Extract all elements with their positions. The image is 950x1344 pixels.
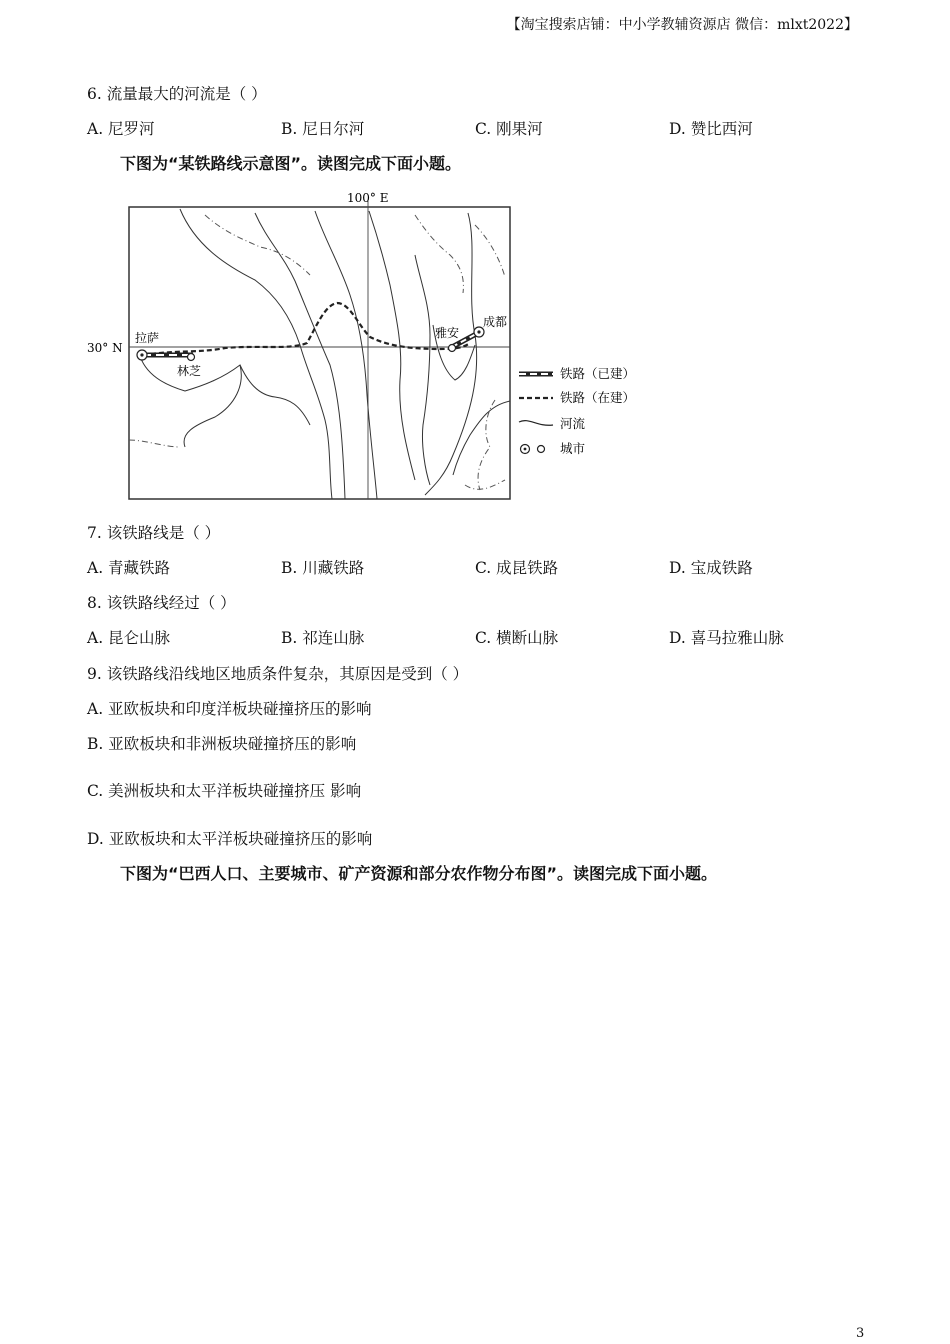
legend-river-symbol <box>519 421 553 426</box>
q7-option-d: D. 宝成铁路 <box>669 559 753 577</box>
city-lasa <box>137 350 147 360</box>
q9-stem: 9. 该铁路线沿线地区地质条件复杂，其原因是受到（ ） <box>87 665 469 683</box>
city-label-yaan: 雅安 <box>435 326 460 340</box>
page-number: 3 <box>856 1326 865 1341</box>
header-text: 【淘宝搜索店铺：中小学教辅资源店 微信：mlxt2022】 <box>506 17 858 33</box>
q8-stem: 8. 该铁路线经过（ ） <box>87 594 236 612</box>
legend-city-label: 城市 <box>560 441 586 456</box>
legend-built-label: 铁路（已建） <box>560 366 636 381</box>
intro-railway: 下图为“某铁路线示意图”。读图完成下面小题。 <box>120 154 462 173</box>
railway-map <box>85 185 645 505</box>
legend-river-label: 河流 <box>560 416 586 431</box>
q7-option-c: C. 成昆铁路 <box>475 559 559 577</box>
q9-option-a: A. 亚欧板块和印度洋板块碰撞挤压的影响 <box>87 700 372 718</box>
intro-brazil: 下图为“巴西人口、主要城市、矿产资源和部分农作物分布图”。读图完成下面小题。 <box>120 864 718 883</box>
q8-option-a: A. 昆仑山脉 <box>87 629 171 647</box>
rivers <box>139 209 510 499</box>
city-label-chengdu: 成都 <box>483 315 508 329</box>
map-legend <box>519 366 635 456</box>
q6-option-c: C. 刚果河 <box>475 120 543 138</box>
city-linzhi <box>188 354 195 361</box>
q7-option-b: B. 川藏铁路 <box>281 559 365 577</box>
city-yaan <box>449 345 456 352</box>
legend-city-symbol <box>521 445 545 454</box>
q7-stem: 7. 该铁路线是（ ） <box>87 524 221 542</box>
legend-under-construction-label: 铁路（在建） <box>560 390 636 405</box>
lat-label: 30° N <box>87 341 123 355</box>
q9-option-c: C. 美洲板块和太平洋板块碰撞挤压 影响 <box>87 782 362 800</box>
q9-option-d: D. 亚欧板块和太平洋板块碰撞挤压的影响 <box>87 830 373 848</box>
city-label-linzhi: 林芝 <box>177 364 202 378</box>
lon-label: 100° E <box>347 191 389 205</box>
q7-option-a: A. 青藏铁路 <box>87 559 171 577</box>
city-label-lasa: 拉萨 <box>135 331 160 345</box>
q9-option-b: B. 亚欧板块和非洲板块碰撞挤压的影响 <box>87 735 357 753</box>
q6-option-d: D. 赞比西河 <box>669 120 753 138</box>
q6-option-a: A. 尼罗河 <box>87 120 155 138</box>
q6-stem: 6. 流量最大的河流是（ ） <box>87 85 267 103</box>
q6-option-b: B. 尼日尔河 <box>281 120 365 138</box>
q8-option-b: B. 祁连山脉 <box>281 629 365 647</box>
q8-option-c: C. 横断山脉 <box>475 629 559 647</box>
q8-option-d: D. 喜马拉雅山脉 <box>669 629 784 647</box>
